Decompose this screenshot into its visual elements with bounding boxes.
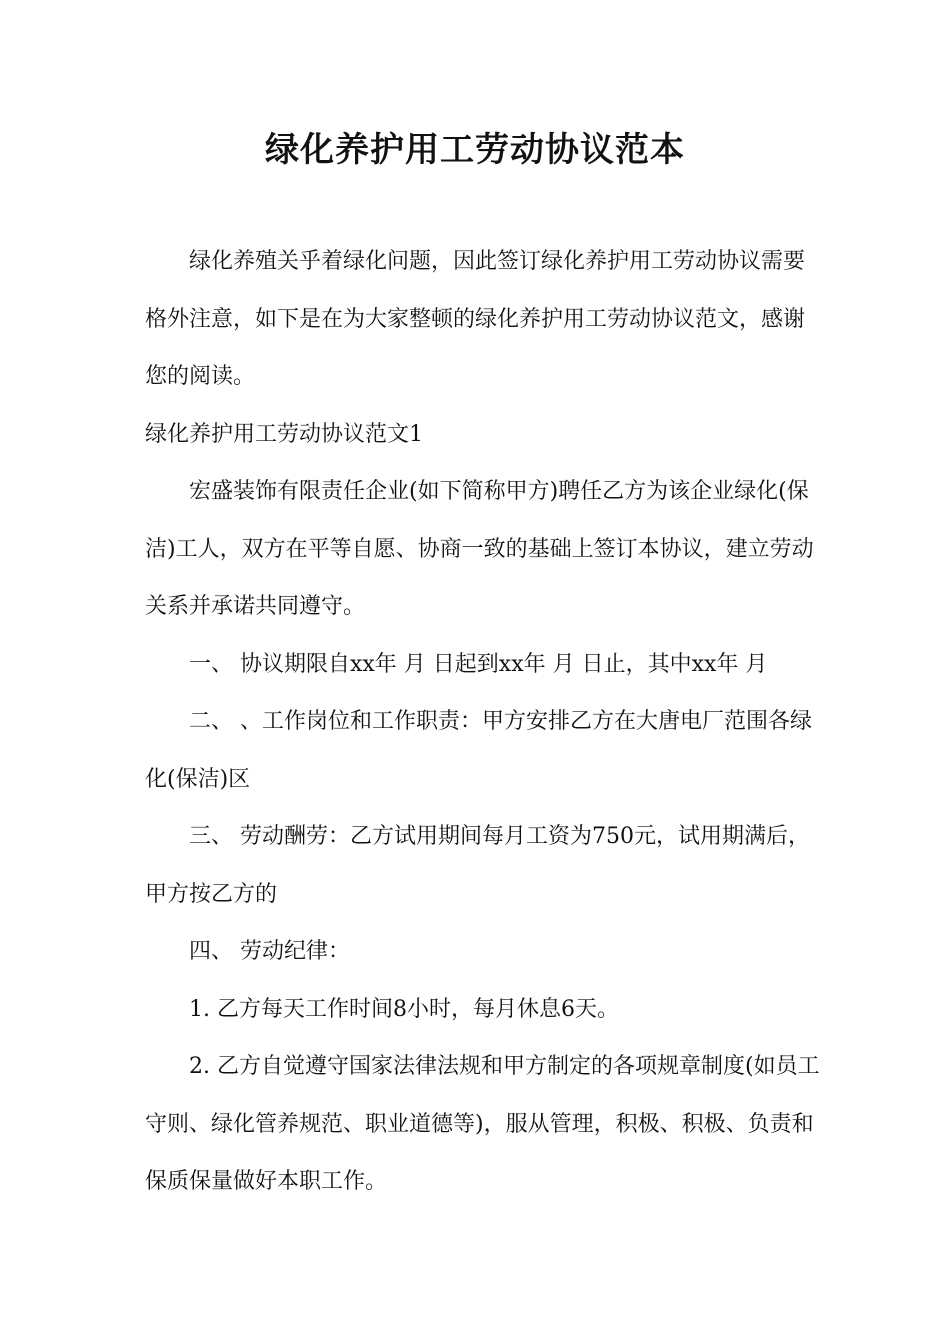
agreement-paragraph: 宏盛装饰有限责任企业(如下简称甲方)聘任乙方为该企业绿化(保洁)工人，双方在平等自愿、协商一致的基础上签订本协议，建立劳动关系并承诺共同遵守。 [145, 479, 814, 619]
clause-3: 三、 劳动酬劳：乙方试用期间每月工资为750元，试用期满后，甲方按乙方的 [145, 824, 810, 907]
document-body [145, 233, 825, 1211]
clause-1: 一、 协议期限自xx年 月 日起到xx年 月 日止，其中xx年 月 [189, 651, 768, 677]
intro-paragraph: 绿化养殖关乎着绿化问题，因此签订绿化养护用工劳动协议需要格外注意，如下是在为大家整顿的绿化养护用工劳动协议范文，感谢您的阅读。 [145, 249, 806, 389]
clause-4: 四、 劳动纪律： [189, 939, 350, 964]
clause-2: 二、 、工作岗位和工作职责：甲方安排乙方在大唐电厂范围各绿化(保洁)区 [145, 709, 812, 792]
document-title: 绿化养护用工劳动协议范本 [265, 130, 685, 170]
section-heading: 绿化养护用工劳动协议范文1 [145, 421, 423, 447]
clause-4-item-1: 1. 乙方每天工作时间8小时，每月休息6天。 [189, 996, 619, 1022]
clause-4-item-2: 2. 乙方自觉遵守国家法律法规和甲方制定的各项规章制度(如员工守则、绿化管养规范、职业道德等)，服从管理，积极、积极、负责和保质保量做好本职工作。 [145, 1054, 820, 1194]
